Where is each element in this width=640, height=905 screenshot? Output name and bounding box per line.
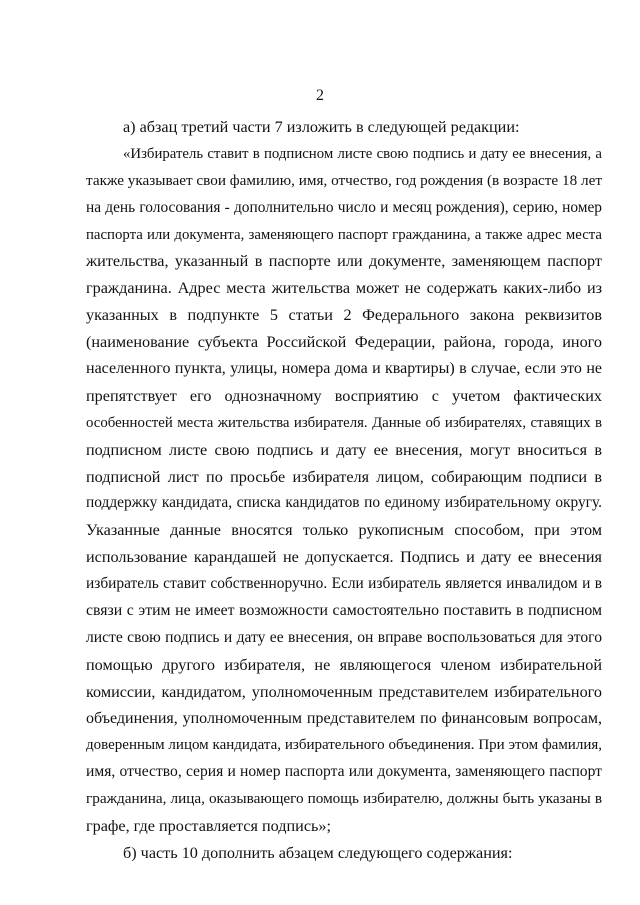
paragraph-line-11: препятствует его однозначному восприятию с учетом фактических <box>86 386 602 405</box>
paragraph-line-13: подписном листе свою подпись и дату ее внесения, могут вноситься в <box>86 440 602 459</box>
paragraph-line-24: доверенным лицом кандидата, избирательного объединения. При этом фамилия, <box>86 737 602 754</box>
paragraph-line-7: гражданина. Адрес места жительства может не содержать каких-либо из <box>86 279 602 298</box>
paragraph-line-4: на день голосования - дополнительно число и месяц рождения), серию, номер <box>86 198 602 216</box>
paragraph-line-6: жительства, указанный в паспорте или документе, заменяющем паспорт <box>86 252 602 271</box>
paragraph-line-3: также указывает свои фамилию, имя, отчество, год рождения (в возрасте 18 лет <box>86 171 602 189</box>
paragraph-line-28: б) часть 10 дополнить абзацем следующего содержания: <box>123 844 513 863</box>
paragraph-line-22: комиссии, кандидатом, уполномоченным представителем избирательного <box>86 682 602 701</box>
paragraph-line-27: графе, где проставляется подпись»; <box>86 817 331 836</box>
paragraph-line-25: имя, отчество, серия и номер паспорта или документа, заменяющего паспорт <box>86 763 602 781</box>
paragraph-line-1: а) абзац третий части 7 изложить в следующей редакции: <box>123 118 520 136</box>
paragraph-line-10: населенного пункта, улицы, номера дома и квартиры) в случае, если это не <box>86 360 602 378</box>
paragraph-line-12: особенностей места жительства избирателя. Данные об избирателях, ставящих в <box>86 414 602 431</box>
paragraph-line-16: Указанные данные вносятся только рукописным способом, при этом <box>86 521 602 540</box>
paragraph-line-2: «Избиратель ставит в подписном листе свою подпись и дату ее внесения, а <box>123 145 602 162</box>
paragraph-line-23: объединения, уполномоченным представителем по финансовым вопросам, <box>86 709 602 727</box>
document-body <box>86 114 602 867</box>
paragraph-line-19: связи с этим не имеет возможности самостоятельно поставить в подписном <box>86 602 602 620</box>
page-number: 2 <box>316 87 324 104</box>
paragraph-line-17: использование карандашей не допускается. Подпись и дату ее внесения <box>86 548 602 567</box>
paragraph-line-15: поддержку кандидата, списка кандидатов по единому избирательному округу. <box>86 494 602 512</box>
paragraph-line-21: помощью другого избирателя, не являющегося членом избирательной <box>86 655 602 674</box>
paragraph-line-18: избиратель ставит собственноручно. Если избиратель является инвалидом и в <box>86 575 602 593</box>
paragraph-line-8: указанных в подпункте 5 статьи 2 Федерального закона реквизитов <box>86 306 602 325</box>
paragraph-line-9: (наименование субъекта Российской Федерации, района, города, иного <box>86 333 602 352</box>
paragraph-line-26: гражданина, лица, оказывающего помощь избирателю, должны быть указаны в <box>86 790 602 808</box>
paragraph-line-20: листе свою подпись и дату ее внесения, он вправе воспользоваться для этого <box>86 628 602 646</box>
paragraph-line-14: подписной лист по просьбе избирателя лицом, собирающим подписи в <box>86 467 602 486</box>
paragraph-line-5: паспорта или документа, заменяющего паспорт гражданина, а также адрес места <box>86 226 602 243</box>
